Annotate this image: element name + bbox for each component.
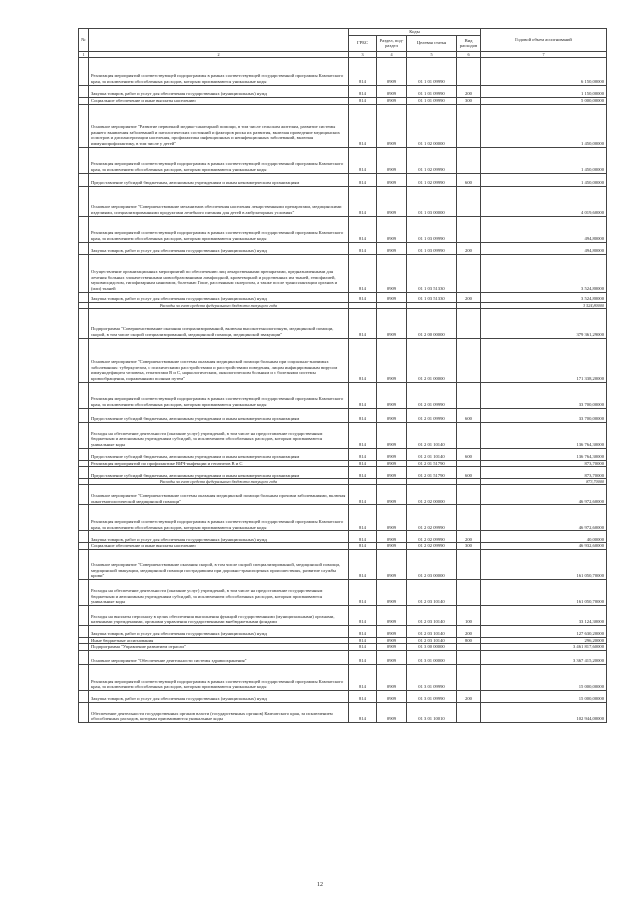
row-no	[79, 308, 89, 338]
row-grbs: 814	[349, 690, 377, 702]
row-vid: 600	[457, 467, 481, 479]
row-vid: 600	[457, 173, 481, 186]
colnum: 4	[377, 51, 407, 57]
row-razdel: 0909	[377, 549, 407, 579]
row-grbs: 814	[349, 579, 377, 605]
row-grbs: 814	[349, 97, 377, 104]
row-amount: 4 019,60000	[481, 186, 607, 216]
row-razdel: 0909	[377, 242, 407, 254]
table-row	[79, 147, 607, 173]
row-amount: 46 972,60000	[481, 485, 607, 505]
row-grbs: 814	[349, 242, 377, 254]
row-vid: 600	[457, 408, 481, 422]
budget-table-page	[78, 28, 606, 723]
row-vid: 200	[457, 625, 481, 637]
row-amount: 33 700,00000	[481, 382, 607, 408]
row-grbs: 814	[349, 57, 377, 85]
row-name: Расходы на выплаты персоналу в целях обеспечения выполнения функций государственными (муниципальными) органами, казенными учреждениями, органами управления государственными внебюджетными фондами	[89, 605, 349, 625]
row-target: 01 1 02 00000	[407, 104, 457, 147]
header-razdel: Раздел, под-раздел	[377, 35, 407, 51]
table-row	[79, 531, 607, 543]
row-no	[79, 147, 89, 173]
row-target: 01 1 03 00000	[407, 186, 457, 216]
table-row	[79, 505, 607, 531]
row-amount: 494,80000	[481, 216, 607, 242]
row-amount: 1 150,00000	[481, 85, 607, 97]
row-no	[79, 104, 89, 147]
row-grbs: 814	[349, 216, 377, 242]
row-grbs: 814	[349, 408, 377, 422]
table-row	[79, 702, 607, 722]
row-no	[79, 702, 89, 722]
row-no	[79, 382, 89, 408]
row-vid	[457, 485, 481, 505]
budget-table	[78, 28, 607, 723]
row-name: Основное мероприятие "Развитие первичной медико-санитарной помощи, в том числе сельским жителям, развитие системы раннего выявления заболеваний и патологических состояний и факторов риска их развития, включая проведение медицинских осмотров и диспансеризации населения, профилактика инфекционных и неинфекционных заболеваний, включая иммунопрофилактику, в том числе у детей"	[89, 104, 349, 147]
row-vid	[457, 644, 481, 651]
row-target: 01 1 01 09990	[407, 57, 457, 85]
table-row	[79, 448, 607, 460]
row-name: Социальное обеспечение и иные выплаты населению	[89, 97, 349, 104]
row-amount: 40,00000	[481, 531, 607, 543]
colnum: 3	[349, 51, 377, 57]
colnum: 5	[407, 51, 457, 57]
row-name: Реализация мероприятий по профилактике ВИЧ-инфекции и гепатитов В и С	[89, 460, 349, 467]
row-target: 01 2 01 09990	[407, 382, 457, 408]
row-no	[79, 408, 89, 422]
row-target: 01 2 03 00000	[407, 549, 457, 579]
row-target: 01 2 03 10140	[407, 579, 457, 605]
row-razdel: 0909	[377, 382, 407, 408]
row-target: 01 1 03 51330	[407, 292, 457, 302]
row-no	[79, 605, 89, 625]
row-razdel: 0909	[377, 422, 407, 448]
row-vid: 600	[457, 448, 481, 460]
row-razdel: 0909	[377, 605, 407, 625]
table-row	[79, 308, 607, 338]
row-amount: 127 630,20000	[481, 625, 607, 637]
row-target: 01 2 00 00000	[407, 308, 457, 338]
row-name: Основное мероприятие "Совершенствование механизмов обеспечения населения лекарственными препаратами, медицинскими изделиями, специализированными продуктами лечебного питания для детей в амбулаторных условиях"	[89, 186, 349, 216]
row-razdel: 0909	[377, 173, 407, 186]
row-vid: 100	[457, 605, 481, 625]
row-no	[79, 173, 89, 186]
row-grbs: 814	[349, 644, 377, 651]
row-vid	[457, 460, 481, 467]
row-no	[79, 650, 89, 664]
row-amount: 46 972,60000	[481, 505, 607, 531]
row-name: Обеспечение деятельности государственных органов власти (государственных органов) Камчатского края, за исключением обособленных расходов, которым присваиваются уникальные коды	[89, 702, 349, 722]
row-target: 01 3 01 09990	[407, 690, 457, 702]
row-razdel: 0909	[377, 690, 407, 702]
row-name: Основное мероприятие "Совершенствование системы оказания медицинской помощи больным прочими заболеваниями, включая онкогематологической медицинской помощи"	[89, 485, 349, 505]
row-grbs: 814	[349, 485, 377, 505]
row-grbs: 814	[349, 173, 377, 186]
row-razdel: 0909	[377, 97, 407, 104]
row-amount: 1 450,00000	[481, 147, 607, 173]
table-row	[79, 422, 607, 448]
row-grbs: 814	[349, 147, 377, 173]
row-amount: 1 450,00000	[481, 173, 607, 186]
row-amount: 161 050,70000	[481, 579, 607, 605]
federal-note-amount: 873,70000	[481, 479, 607, 485]
row-razdel: 0909	[377, 104, 407, 147]
row-grbs: 814	[349, 104, 377, 147]
table-row	[79, 605, 607, 625]
row-razdel: 0909	[377, 408, 407, 422]
row-razdel: 0909	[377, 254, 407, 292]
row-razdel: 0909	[377, 57, 407, 85]
row-target: 01 1 02 09990	[407, 147, 457, 173]
row-no	[79, 531, 89, 543]
table-row	[79, 650, 607, 664]
row-amount: 136 764,30000	[481, 448, 607, 460]
row-target: 01 2 02 09990	[407, 505, 457, 531]
row-grbs: 814	[349, 448, 377, 460]
row-no	[79, 186, 89, 216]
table-row	[79, 57, 607, 85]
row-name: Закупка товаров, работ и услуг для обеспечения государственных (муниципальных) нужд	[89, 242, 349, 254]
colnum: 1	[79, 51, 89, 57]
row-target: 01 1 03 51330	[407, 254, 457, 292]
row-name: Реализация мероприятий соответствующей подпрограммы в рамках соответствующей государственной программы Камчатского края, за исключением обособленных расходов, которым присваиваются уникальные коды	[89, 505, 349, 531]
row-no	[79, 422, 89, 448]
row-amount: 6 150,00000	[481, 57, 607, 85]
row-grbs: 814	[349, 85, 377, 97]
row-grbs: 814	[349, 637, 377, 644]
row-grbs: 814	[349, 254, 377, 292]
row-vid: 200	[457, 292, 481, 302]
row-target: 01 2 02 09990	[407, 531, 457, 543]
row-razdel: 0909	[377, 625, 407, 637]
row-amount: 46 932,60000	[481, 543, 607, 550]
row-amount: 136 764,30000	[481, 422, 607, 448]
row-razdel: 0909	[377, 308, 407, 338]
table-row	[79, 173, 607, 186]
row-target: 01 1 02 09990	[407, 173, 457, 186]
row-amount: 171 338,20000	[481, 338, 607, 382]
row-name: Предоставление субсидий бюджетным, автономным учреждениям и иным некоммерческим организациям	[89, 408, 349, 422]
row-grbs: 814	[349, 422, 377, 448]
table-row	[79, 254, 607, 292]
row-grbs: 814	[349, 650, 377, 664]
row-vid	[457, 422, 481, 448]
federal-note-amount: 3 524,80000	[481, 302, 607, 308]
row-razdel: 0909	[377, 650, 407, 664]
table-row	[79, 664, 607, 690]
row-grbs: 814	[349, 702, 377, 722]
header-name	[89, 29, 349, 52]
row-target: 01 3 01 09990	[407, 664, 457, 690]
row-vid: 200	[457, 85, 481, 97]
row-razdel: 0909	[377, 579, 407, 605]
row-vid	[457, 338, 481, 382]
row-no	[79, 637, 89, 644]
row-razdel: 0909	[377, 85, 407, 97]
table-row	[79, 85, 607, 97]
row-target: 01 3 01 00000	[407, 650, 457, 664]
row-target: 01 2 02 00000	[407, 485, 457, 505]
row-name: Закупка товаров, работ и услуг для обеспечения государственных (муниципальных) нужд	[89, 531, 349, 543]
row-amount: 3 461 817,60000	[481, 644, 607, 651]
row-amount: 494,80000	[481, 242, 607, 254]
row-target: 01 2 01 51790	[407, 467, 457, 479]
row-razdel: 0909	[377, 485, 407, 505]
row-name: Подпрограмма "Управление развитием отрасли"	[89, 644, 349, 651]
table-row	[79, 216, 607, 242]
table-row	[79, 549, 607, 579]
row-target: 01 3 00 00000	[407, 644, 457, 651]
row-vid	[457, 308, 481, 338]
header-amount: Годовой объем ассигнований	[481, 29, 607, 52]
table-row	[79, 382, 607, 408]
row-no	[79, 97, 89, 104]
row-vid	[457, 216, 481, 242]
row-no	[79, 254, 89, 292]
row-grbs: 814	[349, 292, 377, 302]
row-name: Реализация мероприятий соответствующей подпрограммы в рамках соответствующей государственной программы Камчатского края, за исключением обособленных расходов, которым присваиваются уникальные коды	[89, 147, 349, 173]
row-no	[79, 579, 89, 605]
row-razdel: 0909	[377, 531, 407, 543]
row-vid: 300	[457, 543, 481, 550]
row-no	[79, 467, 89, 479]
row-name: Закупка товаров, работ и услуг для обеспечения государственных (муниципальных) нужд	[89, 292, 349, 302]
header-codes: Коды	[349, 29, 481, 36]
row-grbs: 814	[349, 549, 377, 579]
row-name: Социальное обеспечение и иные выплаты населению	[89, 543, 349, 550]
row-amount: 3 524,80000	[481, 254, 607, 292]
federal-note: Расходы за счет средств федерального бюджета текущего года	[89, 479, 349, 485]
row-grbs: 814	[349, 382, 377, 408]
table-row	[79, 644, 607, 651]
row-no	[79, 690, 89, 702]
table-row	[79, 104, 607, 147]
row-target: 01 2 02 09990	[407, 543, 457, 550]
row-grbs: 814	[349, 338, 377, 382]
row-amount: 15 000,00000	[481, 690, 607, 702]
row-no	[79, 664, 89, 690]
row-target: 01 1 03 09990	[407, 216, 457, 242]
row-name: Закупка товаров, работ и услуг для обеспечения государственных (муниципальных) нужд	[89, 85, 349, 97]
row-grbs: 814	[349, 543, 377, 550]
table-row	[79, 467, 607, 479]
row-vid: 200	[457, 242, 481, 254]
row-name: Основное мероприятие "Совершенствование системы оказания медицинской помощи больным при социально-значимых заболеваниях: туберкулезом, с психическими расстройствами и расстройствами поведения, лицам инфицированным вирусом иммунодефицита человека, гепатитами В и С, наркологическим, онкологическим больным и с болезнями системы кровообращения, пораженными полным путем"	[89, 338, 349, 382]
row-grbs: 814	[349, 605, 377, 625]
row-target: 01 2 01 00000	[407, 338, 457, 382]
row-name: Расходы на обеспечение деятельности (оказание услуг) учреждений, в том числе на предоставление государственным бюджетным и автономным учреждениям субсидий, за исключением обособленных расходов, которым присваиваются уникальные коды	[89, 422, 349, 448]
row-vid	[457, 579, 481, 605]
row-grbs: 814	[349, 186, 377, 216]
row-vid	[457, 254, 481, 292]
row-amount: 33 700,00000	[481, 408, 607, 422]
row-razdel: 0909	[377, 216, 407, 242]
row-razdel: 0909	[377, 664, 407, 690]
row-vid	[457, 549, 481, 579]
row-vid: 200	[457, 531, 481, 543]
row-name: Реализация мероприятий соответствующей подпрограммы в рамках соответствующей государственной программы Камчатского края, за исключением обособленных расходов, которым присваиваются уникальные коды	[89, 382, 349, 408]
row-target: 01 1 03 09990	[407, 242, 457, 254]
row-no	[79, 549, 89, 579]
row-vid	[457, 702, 481, 722]
header-grbs: ГРБС	[349, 35, 377, 51]
row-razdel: 0909	[377, 637, 407, 644]
table-row	[79, 97, 607, 104]
row-amount: 5 000,00000	[481, 97, 607, 104]
row-amount: 3 524,80000	[481, 292, 607, 302]
row-amount: 873,70000	[481, 467, 607, 479]
row-name: Закупка товаров, работ и услуг для обеспечения государственных (муниципальных) нужд	[89, 625, 349, 637]
row-target: 01 2 01 51790	[407, 460, 457, 467]
table-row	[79, 338, 607, 382]
row-name: Предоставление субсидий бюджетным, автономным учреждениям и иным некоммерческим организациям	[89, 448, 349, 460]
row-grbs: 814	[349, 531, 377, 543]
table-row	[79, 408, 607, 422]
row-razdel: 0909	[377, 467, 407, 479]
table-row	[79, 186, 607, 216]
row-amount: 873,70000	[481, 460, 607, 467]
table-row	[79, 485, 607, 505]
row-grbs: 814	[349, 664, 377, 690]
row-razdel: 0909	[377, 338, 407, 382]
row-razdel: 0909	[377, 460, 407, 467]
row-amount: 102 944,00000	[481, 702, 607, 722]
page-number: 12	[317, 882, 323, 888]
row-amount: 33 124,30000	[481, 605, 607, 625]
row-no	[79, 338, 89, 382]
table-row	[79, 292, 607, 302]
row-target: 01 2 01 10140	[407, 422, 457, 448]
row-name: Предоставление субсидий бюджетным, автономным учреждениям и иным некоммерческим организациям	[89, 467, 349, 479]
row-grbs: 814	[349, 505, 377, 531]
row-vid: 300	[457, 97, 481, 104]
row-no	[79, 625, 89, 637]
row-target: 01 2 01 09990	[407, 408, 457, 422]
row-target: 01 2 03 10140	[407, 605, 457, 625]
row-name: Реализация мероприятий соответствующей подпрограммы в рамках соответствующей государственной программы Камчатского края, за исключением обособленных расходов, которым присваиваются уникальные коды	[89, 216, 349, 242]
row-target: 01 2 03 10140	[407, 625, 457, 637]
row-name: Иные бюджетные ассигнования	[89, 637, 349, 644]
row-razdel: 0909	[377, 702, 407, 722]
row-vid	[457, 186, 481, 216]
row-amount: 3 367 415,20000	[481, 650, 607, 664]
row-no	[79, 485, 89, 505]
row-no	[79, 85, 89, 97]
row-name: Расходы на обеспечение деятельности (оказание услуг) учреждений, в том числе на предоставление государственным бюджетным и автономным учреждениям субсидий, за исключением обособленных расходов, которым присваиваются уникальные коды	[89, 579, 349, 605]
row-name: Основное мероприятие "Обеспечение деятельности системы здравоохранения"	[89, 650, 349, 664]
table-row	[79, 690, 607, 702]
row-razdel: 0909	[377, 543, 407, 550]
row-razdel: 0909	[377, 147, 407, 173]
federal-note: Расходы за счет средств федерального бюджета текущего года	[89, 302, 349, 308]
colnum: 6	[457, 51, 481, 57]
row-grbs: 814	[349, 467, 377, 479]
row-target: 01 3 01 10010	[407, 702, 457, 722]
table-row	[79, 543, 607, 550]
row-name: Реализация мероприятий соответствующей подпрограммы в рамках соответствующей государственной программы Камчатского края, за исключением обособленных расходов, которым присваиваются уникальные коды	[89, 57, 349, 85]
row-amount: 161 050,70000	[481, 549, 607, 579]
table-row	[79, 625, 607, 637]
row-vid	[457, 664, 481, 690]
row-vid	[457, 382, 481, 408]
row-target: 01 2 01 10140	[407, 448, 457, 460]
table-row	[79, 460, 607, 467]
row-target: 01 1 01 09990	[407, 97, 457, 104]
row-no	[79, 242, 89, 254]
row-name: Реализация мероприятий соответствующей подпрограммы в рамках соответствующей государственной программы Камчатского края, за исключением обособленных расходов, которым присваиваются уникальные коды	[89, 664, 349, 690]
row-vid	[457, 104, 481, 147]
row-name: Подпрограмма "Совершенствование оказания специализированной, включая высокотехнологичную, медицинской помощи, скорой, в том числе скорой специализированной, медицинской помощи, медицинской эвакуации"	[89, 308, 349, 338]
row-no	[79, 292, 89, 302]
row-vid: 200	[457, 690, 481, 702]
row-no	[79, 57, 89, 85]
row-razdel: 0909	[377, 505, 407, 531]
row-no	[79, 505, 89, 531]
row-vid	[457, 505, 481, 531]
row-name: Закупка товаров, работ и услуг для обеспечения государственных (муниципальных) нужд	[89, 690, 349, 702]
row-vid	[457, 57, 481, 85]
table-row	[79, 637, 607, 644]
row-no	[79, 216, 89, 242]
row-amount: 379 361,29000	[481, 308, 607, 338]
row-name: Осуществление организационных мероприятий по обеспечению лиц лекарственными препаратами, предназначенными для лечения больных злокачественными новообразованиями лимфоидной, кроветворной и родственных им тканей, гемофилией, муковисцидозом, гипофизарным нанизмом, болезнью Гоше, рассеянным склерозом, а также после трансплантации органов и (или) тканей	[89, 254, 349, 292]
row-vid: 800	[457, 637, 481, 644]
row-name: Предоставление субсидий бюджетным, автономным учреждениям и иным некоммерческим организациям	[89, 173, 349, 186]
row-grbs: 814	[349, 625, 377, 637]
table-row	[79, 242, 607, 254]
row-razdel: 0909	[377, 644, 407, 651]
row-razdel: 0909	[377, 448, 407, 460]
row-target: 01 1 01 09990	[407, 85, 457, 97]
row-name: Основное мероприятие "Совершенствование оказания скорой, в том числе скорой специализированной, медицинской помощи, медицинской эвакуации, медицинской помощи пострадавшим при дорожно-транспортных происшествиях, развитие службы крови"	[89, 549, 349, 579]
row-grbs: 814	[349, 460, 377, 467]
row-amount: 296,20000	[481, 637, 607, 644]
row-vid	[457, 147, 481, 173]
row-no	[79, 448, 89, 460]
row-no	[79, 644, 89, 651]
colnum: 7	[481, 51, 607, 57]
row-razdel: 0909	[377, 292, 407, 302]
row-no	[79, 543, 89, 550]
row-vid	[457, 650, 481, 664]
row-target: 01 2 03 10140	[407, 637, 457, 644]
header-target: Целевая статья	[407, 35, 457, 51]
header-no: №	[79, 29, 89, 52]
row-amount: 15 000,00000	[481, 664, 607, 690]
row-no	[79, 460, 89, 467]
header-vid: Вид расходов	[457, 35, 481, 51]
row-amount: 1 450,00000	[481, 104, 607, 147]
colnum: 2	[89, 51, 349, 57]
row-grbs: 814	[349, 308, 377, 338]
table-row	[79, 579, 607, 605]
row-razdel: 0909	[377, 186, 407, 216]
